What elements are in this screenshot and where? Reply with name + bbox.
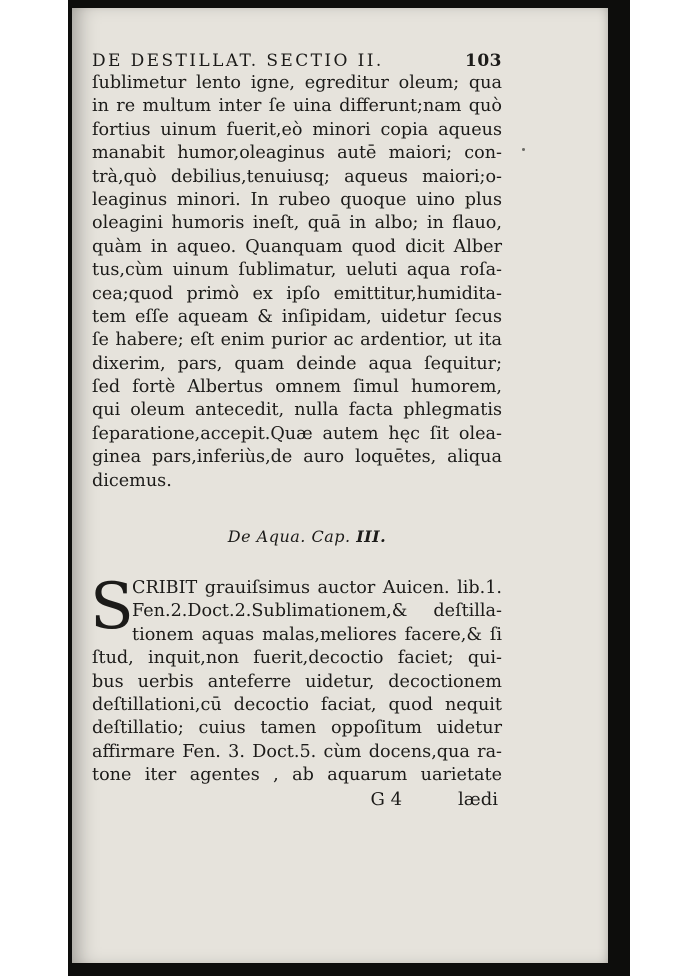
chapter-lines xyxy=(90,570,502,788)
running-title: DE DESTILLAT. SECTIO II. xyxy=(92,51,384,71)
chapter-title: De Aqua. xyxy=(227,527,306,547)
text-line: manabit humor,oleaginus autē maiori; con- xyxy=(92,143,502,164)
text-line: ſublimetur lento igne, egreditur oleum; qua xyxy=(92,73,502,93)
text-line: Fen.2.Doct.2.Sublimationem,& deſtilla- xyxy=(132,601,502,622)
text-line: trà,quò debilius,tenuiusq; aqueus maiori;o- xyxy=(92,166,502,187)
page-text xyxy=(92,50,502,811)
text-line: tus,cùm uinum ſublimatur, ueluti aqua roſa- xyxy=(92,260,502,281)
text-line: ſtud, inquit,non fuerit,decoctio faciet; qui- xyxy=(92,648,502,669)
text-line: tem eſſe aqueam & inſipidam, uidetur ſecus xyxy=(92,306,502,327)
text-line: oleagini humoris ineſt, quā in albo; in flauo, xyxy=(92,213,502,234)
text-line: dicemus. xyxy=(92,470,172,491)
text-line: deſtillationi,cū decoctio faciat, quod nequit xyxy=(92,694,502,715)
body-paragraph xyxy=(92,72,502,493)
text-line: ginea pars,inferiùs,de auro loquētes, aliqua xyxy=(92,447,502,468)
text-line: in re multum inter ſe uina differunt;nam quò xyxy=(92,96,502,117)
drop-cap: S xyxy=(90,570,134,645)
text-line: dixerim, pars, quam deinde aqua ſequitur; xyxy=(92,353,502,374)
chapter-number: III. xyxy=(356,527,387,547)
catchword-line xyxy=(92,788,502,811)
text-line: leaginus minori. In rubeo quoque uino plus xyxy=(92,189,502,210)
text-line: affirmare Fen. 3. Doct.5. cùm docens,qua ra- xyxy=(92,741,502,762)
text-line: tone iter agentes , ab aquarum uarietate xyxy=(92,765,502,786)
text-line: fortius uinum fuerit,eò minori copia aqueus xyxy=(92,119,502,140)
running-header xyxy=(92,50,502,72)
chapter-heading xyxy=(92,525,502,549)
paper-speck xyxy=(522,148,525,151)
signature-mark: G 4 xyxy=(370,788,403,810)
text-line: qui oleum antecedit, nulla facta phlegmatis xyxy=(92,400,502,421)
line-text: grauiſsimus auctor Auicen. lib.1. xyxy=(197,578,502,599)
text-line: quàm in aqueo. Quanquam quod dicit Alber xyxy=(92,236,502,257)
text-line: ſe habere; eſt enim purior ac ardentior, ut ita xyxy=(92,330,502,351)
first-word-small-caps: CRIBIT xyxy=(132,578,198,599)
text-line: deſtillatio; cuius tamen oppoſitum uidetur xyxy=(92,718,502,739)
text-line: ſed fortè Albertus omnem ſimul humorem, xyxy=(92,377,502,398)
text-line: tionem aquas malas,meliores facere,& ſi xyxy=(132,624,502,645)
chapter-cap-label: Cap. xyxy=(311,527,351,547)
catchword: lædi xyxy=(458,788,498,810)
text-line xyxy=(92,577,502,600)
chapter-paragraph xyxy=(90,570,502,788)
page-number: 103 xyxy=(465,51,502,71)
text-line: cea;quod primò ex ipſo emittitur,humidita- xyxy=(92,283,502,304)
text-line: ſeparatione,accepit.Quæ autem hęc ſit olea- xyxy=(92,423,502,444)
text-line: bus uerbis anteferre uidetur, decoctionem xyxy=(92,671,502,692)
